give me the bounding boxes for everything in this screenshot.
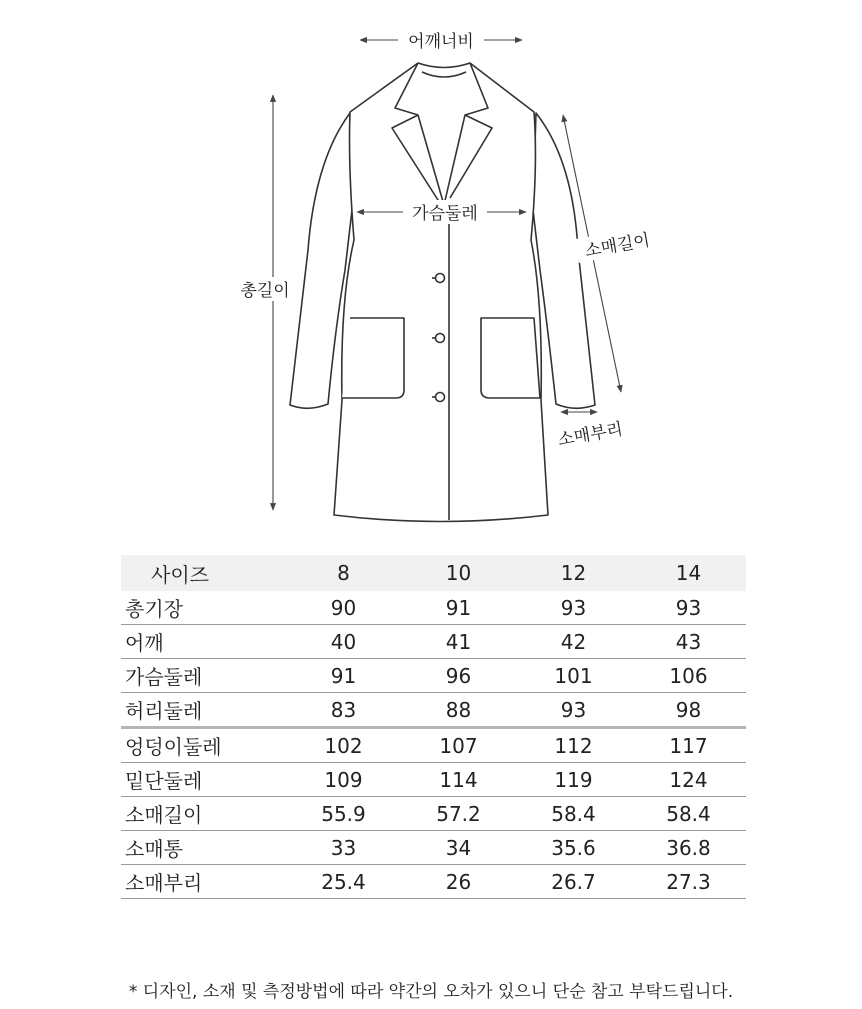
table-cell: 34 [401, 831, 516, 865]
table-cell: 93 [516, 693, 631, 728]
table-cell: 40 [286, 625, 401, 659]
table-cell: 42 [516, 625, 631, 659]
table-row [121, 591, 746, 625]
label-sleeve-length: 소매길이 [583, 230, 652, 262]
coat-illustration [290, 63, 595, 522]
table-row [121, 693, 746, 728]
table-cell: 55.9 [286, 797, 401, 831]
table-cell: 90 [286, 591, 401, 625]
table-cell: 43 [631, 625, 746, 659]
table-cell: 41 [401, 625, 516, 659]
table-cell: 26.7 [516, 865, 631, 899]
size-header-cell: 8 [286, 555, 401, 591]
table-cell: 109 [286, 763, 401, 797]
table-cell: 83 [286, 693, 401, 728]
table-cell: 101 [516, 659, 631, 693]
left-pocket [342, 318, 404, 398]
table-cell: 98 [631, 693, 746, 728]
table-cell: 36.8 [631, 831, 746, 865]
size-chart-table [121, 555, 746, 899]
row-label: 소매부리 [121, 865, 286, 899]
table-row [121, 831, 746, 865]
table-cell: 91 [401, 591, 516, 625]
table-cell: 35.6 [516, 831, 631, 865]
row-label: 소매통 [121, 831, 286, 865]
table-cell: 96 [401, 659, 516, 693]
table-cell: 93 [516, 591, 631, 625]
coat-body [334, 63, 548, 522]
size-header-cell: 10 [401, 555, 516, 591]
row-label: 허리둘레 [121, 693, 286, 728]
size-header-label: 사이즈 [121, 555, 286, 591]
table-cell: 93 [631, 591, 746, 625]
button-2 [436, 334, 445, 343]
size-header-cell: 14 [631, 555, 746, 591]
table-cell: 107 [401, 728, 516, 763]
table-cell: 112 [516, 728, 631, 763]
disclaimer-footnote: * 디자인, 소재 및 측정방법에 따라 약간의 오차가 있으니 단순 참고 부탁드립니다. [128, 982, 734, 1002]
table-row [121, 797, 746, 831]
table-cell: 106 [631, 659, 746, 693]
row-label: 총기장 [121, 591, 286, 625]
row-label: 밑단둘레 [121, 763, 286, 797]
table-cell: 119 [516, 763, 631, 797]
table-cell: 27.3 [631, 865, 746, 899]
label-chest: 가슴둘레 [412, 204, 478, 224]
label-cuff: 소매부리 [556, 419, 625, 451]
label-total-length: 총길이 [240, 281, 290, 301]
button-3 [436, 393, 445, 402]
label-shoulder: 어깨너비 [408, 32, 474, 52]
table-cell: 25.4 [286, 865, 401, 899]
table-cell: 117 [631, 728, 746, 763]
row-label: 어깨 [121, 625, 286, 659]
table-cell: 91 [286, 659, 401, 693]
right-pocket [481, 318, 540, 398]
table-cell: 58.4 [631, 797, 746, 831]
table-row [121, 728, 746, 763]
table-row [121, 659, 746, 693]
table-cell: 58.4 [516, 797, 631, 831]
table-cell: 114 [401, 763, 516, 797]
table-cell: 102 [286, 728, 401, 763]
table-row [121, 625, 746, 659]
button-1 [436, 274, 445, 283]
row-label: 엉덩이둘레 [121, 728, 286, 763]
table-cell: 26 [401, 865, 516, 899]
table-cell: 124 [631, 763, 746, 797]
table-cell: 57.2 [401, 797, 516, 831]
table-row [121, 763, 746, 797]
size-header-row [121, 555, 746, 591]
table-cell: 88 [401, 693, 516, 728]
size-header-cell: 12 [516, 555, 631, 591]
row-label: 소매길이 [121, 797, 286, 831]
row-label: 가슴둘레 [121, 659, 286, 693]
table-row [121, 865, 746, 899]
table-cell: 33 [286, 831, 401, 865]
